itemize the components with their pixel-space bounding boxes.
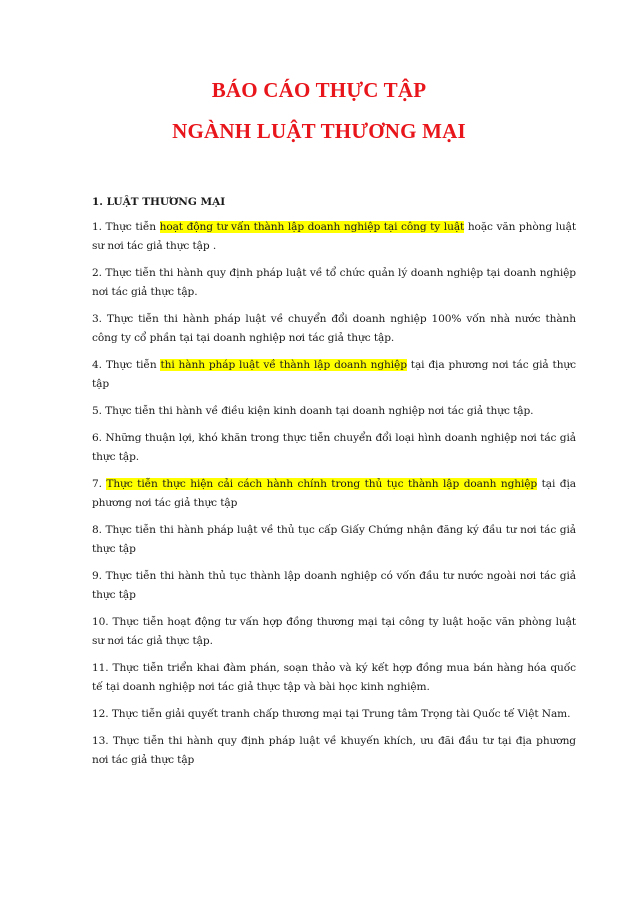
list-item: 3. Thực tiễn thi hành pháp luật về chuyển đổi doanh nghiệp 100% vốn nhà nước thành công ty cổ phần tại tại doanh nghiệp nơi tác giả thực tập. xyxy=(92,313,576,344)
list-item: 5. Thực tiễn thi hành về điều kiện kinh doanh tại doanh nghiệp nơi tác giả thực tập. xyxy=(92,405,534,417)
report-title: BÁO CÁO THỰC TẬP xyxy=(211,78,427,102)
highlighted-text: Thực tiễn thực hiện cải cách hành chính trong thủ tục thành lập doanh nghiệp xyxy=(106,478,538,490)
document-body xyxy=(92,196,576,778)
section-heading: 1. LUẬT THƯƠNG MẠI xyxy=(92,196,226,208)
highlighted-text: thi hành pháp luật về thành lập doanh nghiệp xyxy=(160,359,407,371)
list-item: 6. Những thuận lợi, khó khăn trong thực tiễn chuyển đổi loại hình doanh nghiệp nơi tác giả thực tập. xyxy=(92,432,576,463)
list-item: 9. Thực tiễn thi hành thủ tục thành lập doanh nghiệp có vốn đầu tư nước ngoài nơi tác giả thực tập xyxy=(92,570,576,601)
list-item: 4. Thực tiễn thi hành pháp luật về thành lập doanh nghiệp tại địa phương nơi tác giả thực tập xyxy=(92,359,576,390)
list-item: 1. Thực tiễn hoạt động tư vấn thành lập doanh nghiệp tại công ty luật hoặc văn phòng luật sư nơi tác giả thực tập . xyxy=(92,221,577,252)
list-item: 2. Thực tiễn thi hành quy định pháp luật về tổ chức quản lý doanh nghiệp tại doanh nghiệp nơi tác giả thực tập. xyxy=(92,267,576,298)
list-item: 11. Thực tiễn triển khai đàm phán, soạn thảo và ký kết hợp đồng mua bán hàng hóa quốc tế tại doanh nghiệp nơi tác giả thực tập và bài học kinh nghiệm. xyxy=(92,662,576,693)
list-item: 12. Thực tiễn giải quyết tranh chấp thương mại tại Trung tâm Trọng tài Quốc tế Việt Nam. xyxy=(92,708,571,720)
highlighted-text: hoạt động tư vấn thành lập doanh nghiệp tại công ty luật xyxy=(159,221,465,233)
report-subtitle: NGÀNH LUẬT THƯƠNG MẠI xyxy=(172,119,466,143)
list-item: 10. Thực tiễn hoạt động tư vấn hợp đồng thương mại tại công ty luật hoặc văn phòng luật sư nơi tác giả thực tập. xyxy=(92,616,576,647)
list-item: 7. Thực tiễn thực hiện cải cách hành chính trong thủ tục thành lập doanh nghiệp tại địa phương nơi tác giả thực tập xyxy=(92,478,576,509)
list-item: 8. Thực tiễn thi hành pháp luật về thủ tục cấp Giấy Chứng nhận đăng ký đầu tư nơi tác giả thực tập xyxy=(92,524,576,555)
list-item: 13. Thực tiễn thi hành quy định pháp luật về khuyến khích, ưu đãi đầu tư tại địa phương nơi tác giả thực tập xyxy=(92,735,576,766)
